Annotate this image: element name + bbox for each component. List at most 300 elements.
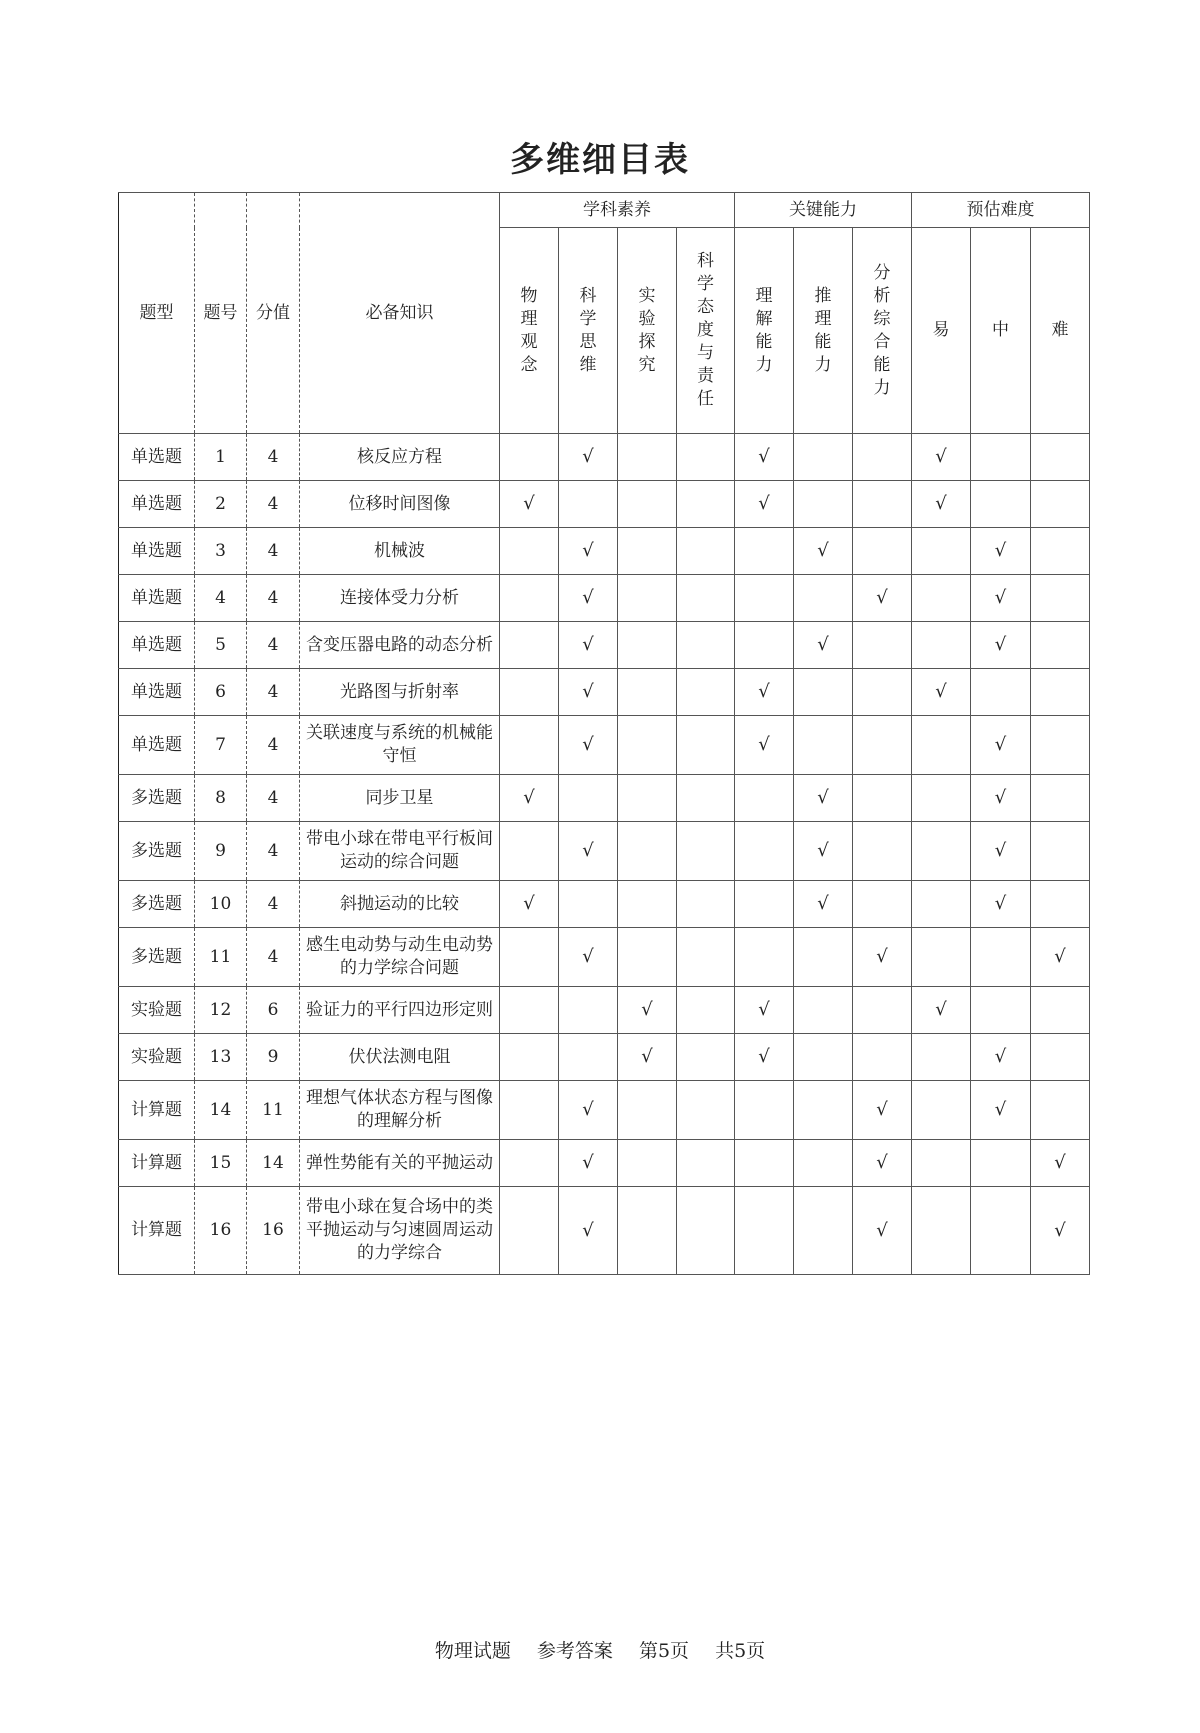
cell-number: 15 bbox=[195, 1140, 247, 1187]
cell-mark bbox=[912, 1081, 971, 1140]
cell-mark bbox=[500, 575, 559, 622]
check-mark: √ bbox=[817, 893, 829, 914]
cell-mark bbox=[912, 669, 971, 716]
cell-mark bbox=[559, 481, 618, 528]
cell-mark bbox=[618, 1140, 677, 1187]
cell-mark bbox=[794, 928, 853, 987]
cell-mark bbox=[500, 434, 559, 481]
cell-mark bbox=[853, 775, 912, 822]
check-mark: √ bbox=[758, 1046, 770, 1067]
check-mark: √ bbox=[994, 893, 1007, 914]
cell-mark bbox=[912, 928, 971, 987]
cell-mark bbox=[853, 434, 912, 481]
cell-mark bbox=[853, 481, 912, 528]
cell-mark bbox=[971, 1081, 1031, 1140]
table-row bbox=[119, 1187, 1090, 1275]
cell-mark bbox=[559, 669, 618, 716]
cell-mark bbox=[735, 622, 794, 669]
cell-mark bbox=[912, 434, 971, 481]
cell-type: 多选题 bbox=[119, 928, 195, 987]
cell-number: 10 bbox=[195, 881, 247, 928]
table-row bbox=[119, 622, 1090, 669]
cell-mark bbox=[500, 1081, 559, 1140]
cell-mark bbox=[618, 1187, 677, 1275]
cell-score: 4 bbox=[247, 434, 300, 481]
cell-mark bbox=[735, 528, 794, 575]
cell-topic: 光路图与折射率 bbox=[300, 669, 500, 716]
check-mark: √ bbox=[817, 840, 829, 861]
cell-number: 16 bbox=[195, 1187, 247, 1275]
cell-mark bbox=[559, 434, 618, 481]
header-difficulty-medium: 中 bbox=[971, 228, 1031, 434]
cell-mark bbox=[912, 716, 971, 775]
cell-mark bbox=[971, 434, 1031, 481]
cell-mark bbox=[912, 881, 971, 928]
cell-topic: 验证力的平行四边形定则 bbox=[300, 987, 500, 1034]
check-mark: √ bbox=[876, 587, 888, 608]
cell-topic: 核反应方程 bbox=[300, 434, 500, 481]
cell-number: 11 bbox=[195, 928, 247, 987]
footer-answer: 参考答案 bbox=[536, 1640, 613, 1662]
cell-mark bbox=[735, 1081, 794, 1140]
cell-topic: 带电小球在带电平行板间运动的综合问题 bbox=[300, 822, 500, 881]
cell-mark bbox=[912, 822, 971, 881]
cell-mark bbox=[500, 622, 559, 669]
cell-mark bbox=[912, 987, 971, 1034]
check-mark: √ bbox=[994, 634, 1007, 655]
cell-mark bbox=[794, 481, 853, 528]
header-score: 分值 bbox=[247, 193, 300, 434]
check-mark: √ bbox=[994, 1099, 1007, 1120]
cell-mark bbox=[971, 1034, 1031, 1081]
check-mark: √ bbox=[523, 493, 535, 514]
cell-mark bbox=[853, 1187, 912, 1275]
cell-mark bbox=[1031, 1140, 1090, 1187]
cell-mark bbox=[912, 575, 971, 622]
check-mark: √ bbox=[994, 540, 1007, 561]
cell-mark bbox=[677, 528, 735, 575]
cell-mark bbox=[677, 822, 735, 881]
cell-mark bbox=[912, 622, 971, 669]
cell-number: 5 bbox=[195, 622, 247, 669]
cell-mark bbox=[735, 987, 794, 1034]
cell-mark bbox=[559, 822, 618, 881]
cell-score: 6 bbox=[247, 987, 300, 1034]
cell-mark bbox=[500, 1140, 559, 1187]
cell-mark bbox=[559, 575, 618, 622]
check-mark: √ bbox=[935, 999, 947, 1020]
cell-mark bbox=[500, 716, 559, 775]
check-mark: √ bbox=[876, 1152, 888, 1173]
spec-table bbox=[118, 192, 1090, 1275]
footer-total: 共5页 bbox=[715, 1640, 766, 1662]
check-mark: √ bbox=[582, 1219, 594, 1241]
footer-page: 第5页 bbox=[638, 1640, 690, 1662]
cell-mark bbox=[853, 528, 912, 575]
check-mark: √ bbox=[758, 446, 770, 467]
cell-mark bbox=[853, 716, 912, 775]
cell-mark bbox=[500, 775, 559, 822]
cell-mark bbox=[559, 1187, 618, 1275]
cell-mark bbox=[971, 987, 1031, 1034]
cell-mark bbox=[677, 575, 735, 622]
cell-number: 14 bbox=[195, 1081, 247, 1140]
cell-mark bbox=[1031, 1034, 1090, 1081]
check-mark: √ bbox=[582, 587, 594, 608]
cell-mark bbox=[735, 1140, 794, 1187]
cell-mark bbox=[677, 1034, 735, 1081]
cell-mark bbox=[794, 1187, 853, 1275]
cell-mark bbox=[1031, 775, 1090, 822]
cell-mark bbox=[1031, 881, 1090, 928]
cell-mark bbox=[618, 881, 677, 928]
footer-subject: 物理试题 bbox=[434, 1640, 511, 1662]
cell-number: 4 bbox=[195, 575, 247, 622]
cell-number: 2 bbox=[195, 481, 247, 528]
cell-mark bbox=[971, 669, 1031, 716]
check-mark: √ bbox=[758, 734, 770, 755]
check-mark: √ bbox=[994, 734, 1007, 755]
cell-mark bbox=[735, 1187, 794, 1275]
check-mark: √ bbox=[935, 493, 947, 514]
check-mark: √ bbox=[1054, 1219, 1066, 1241]
cell-mark bbox=[500, 669, 559, 716]
table-row bbox=[119, 1034, 1090, 1081]
cell-mark bbox=[559, 528, 618, 575]
header-number: 题号 bbox=[195, 193, 247, 434]
cell-number: 12 bbox=[195, 987, 247, 1034]
cell-topic: 伏伏法测电阻 bbox=[300, 1034, 500, 1081]
cell-mark bbox=[618, 716, 677, 775]
cell-score: 4 bbox=[247, 622, 300, 669]
cell-mark bbox=[1031, 1187, 1090, 1275]
cell-mark bbox=[1031, 622, 1090, 669]
cell-mark bbox=[1031, 481, 1090, 528]
cell-topic: 连接体受力分析 bbox=[300, 575, 500, 622]
cell-mark bbox=[971, 1187, 1031, 1275]
cell-mark bbox=[794, 1081, 853, 1140]
check-mark: √ bbox=[582, 840, 594, 861]
cell-mark bbox=[794, 1140, 853, 1187]
check-mark: √ bbox=[876, 1219, 888, 1241]
check-mark: √ bbox=[523, 893, 535, 914]
page-title: 多维细目表 bbox=[510, 140, 690, 180]
table-row bbox=[119, 434, 1090, 481]
cell-topic: 位移时间图像 bbox=[300, 481, 500, 528]
cell-number: 7 bbox=[195, 716, 247, 775]
cell-mark bbox=[735, 434, 794, 481]
cell-mark bbox=[735, 775, 794, 822]
cell-mark bbox=[618, 1081, 677, 1140]
cell-score: 14 bbox=[247, 1140, 300, 1187]
table-row bbox=[119, 528, 1090, 575]
cell-mark bbox=[853, 622, 912, 669]
cell-mark bbox=[971, 481, 1031, 528]
check-mark: √ bbox=[641, 1046, 653, 1067]
check-mark: √ bbox=[582, 540, 594, 561]
cell-type: 计算题 bbox=[119, 1081, 195, 1140]
cell-mark bbox=[971, 575, 1031, 622]
header-row-groups bbox=[119, 193, 1090, 228]
table-row bbox=[119, 1081, 1090, 1140]
cell-mark bbox=[794, 881, 853, 928]
header-ability-analysis: 分析综合能力 bbox=[853, 228, 912, 434]
cell-type: 单选题 bbox=[119, 481, 195, 528]
cell-type: 实验题 bbox=[119, 987, 195, 1034]
check-mark: √ bbox=[876, 946, 888, 967]
check-mark: √ bbox=[994, 587, 1007, 608]
cell-topic: 关联速度与系统的机械能守恒 bbox=[300, 716, 500, 775]
check-mark: √ bbox=[582, 681, 594, 702]
page-footer bbox=[0, 1636, 1200, 1663]
cell-mark bbox=[677, 1140, 735, 1187]
check-mark: √ bbox=[1054, 1152, 1066, 1173]
header-group-difficulty: 预估难度 bbox=[912, 193, 1090, 228]
cell-mark bbox=[500, 822, 559, 881]
cell-mark bbox=[971, 775, 1031, 822]
cell-mark bbox=[618, 822, 677, 881]
header-literacy-attitude: 科学态度与责任 bbox=[677, 228, 735, 434]
cell-type: 多选题 bbox=[119, 822, 195, 881]
cell-mark bbox=[735, 575, 794, 622]
cell-mark bbox=[618, 575, 677, 622]
header-ability-understanding: 理解能力 bbox=[735, 228, 794, 434]
cell-type: 多选题 bbox=[119, 775, 195, 822]
cell-number: 6 bbox=[195, 669, 247, 716]
table-row bbox=[119, 716, 1090, 775]
cell-mark bbox=[618, 528, 677, 575]
check-mark: √ bbox=[582, 634, 594, 655]
cell-type: 单选题 bbox=[119, 575, 195, 622]
table-row bbox=[119, 881, 1090, 928]
cell-mark bbox=[500, 528, 559, 575]
cell-mark bbox=[794, 528, 853, 575]
cell-mark bbox=[559, 1081, 618, 1140]
check-mark: √ bbox=[1054, 946, 1066, 967]
cell-mark bbox=[794, 434, 853, 481]
cell-mark bbox=[500, 928, 559, 987]
cell-mark bbox=[971, 881, 1031, 928]
check-mark: √ bbox=[994, 1046, 1007, 1067]
cell-type: 单选题 bbox=[119, 622, 195, 669]
cell-mark bbox=[853, 669, 912, 716]
cell-mark bbox=[794, 575, 853, 622]
cell-mark bbox=[735, 822, 794, 881]
header-literacy-physics-concept: 物理观念 bbox=[500, 228, 559, 434]
cell-mark bbox=[1031, 528, 1090, 575]
cell-mark bbox=[677, 1187, 735, 1275]
table-body bbox=[119, 193, 1090, 1275]
header-ability-reasoning: 推理能力 bbox=[794, 228, 853, 434]
cell-mark bbox=[853, 1081, 912, 1140]
cell-mark bbox=[1031, 822, 1090, 881]
header-literacy-experiment: 实验探究 bbox=[618, 228, 677, 434]
cell-number: 1 bbox=[195, 434, 247, 481]
header-type: 题型 bbox=[119, 193, 195, 434]
cell-mark bbox=[677, 716, 735, 775]
cell-mark bbox=[618, 1034, 677, 1081]
cell-mark bbox=[1031, 1081, 1090, 1140]
cell-type: 单选题 bbox=[119, 528, 195, 575]
cell-mark bbox=[677, 928, 735, 987]
cell-mark bbox=[794, 1034, 853, 1081]
cell-score: 11 bbox=[247, 1081, 300, 1140]
cell-mark bbox=[735, 669, 794, 716]
cell-mark bbox=[677, 1081, 735, 1140]
cell-score: 4 bbox=[247, 716, 300, 775]
table-row bbox=[119, 928, 1090, 987]
cell-mark bbox=[853, 881, 912, 928]
header-knowledge: 必备知识 bbox=[300, 193, 500, 434]
cell-topic: 斜抛运动的比较 bbox=[300, 881, 500, 928]
cell-mark bbox=[794, 987, 853, 1034]
cell-mark bbox=[853, 822, 912, 881]
cell-mark bbox=[912, 1034, 971, 1081]
cell-topic: 理想气体状态方程与图像的理解分析 bbox=[300, 1081, 500, 1140]
cell-mark bbox=[971, 622, 1031, 669]
cell-mark bbox=[794, 822, 853, 881]
cell-mark bbox=[794, 775, 853, 822]
check-mark: √ bbox=[582, 1152, 594, 1173]
table-row bbox=[119, 575, 1090, 622]
cell-type: 多选题 bbox=[119, 881, 195, 928]
cell-number: 9 bbox=[195, 822, 247, 881]
cell-type: 实验题 bbox=[119, 1034, 195, 1081]
table-row bbox=[119, 822, 1090, 881]
header-group-literacy: 学科素养 bbox=[500, 193, 735, 228]
cell-mark bbox=[1031, 716, 1090, 775]
check-mark: √ bbox=[817, 787, 829, 808]
check-mark: √ bbox=[758, 999, 770, 1020]
table-row bbox=[119, 669, 1090, 716]
cell-mark bbox=[618, 928, 677, 987]
cell-topic: 弹性势能有关的平抛运动 bbox=[300, 1140, 500, 1187]
cell-mark bbox=[618, 622, 677, 669]
cell-mark bbox=[912, 1187, 971, 1275]
header-literacy-scientific-thinking: 科学思维 bbox=[559, 228, 618, 434]
cell-score: 4 bbox=[247, 822, 300, 881]
cell-mark bbox=[559, 1034, 618, 1081]
check-mark: √ bbox=[994, 787, 1007, 808]
check-mark: √ bbox=[935, 446, 947, 467]
check-mark: √ bbox=[758, 493, 770, 514]
cell-mark bbox=[1031, 669, 1090, 716]
cell-mark bbox=[971, 1140, 1031, 1187]
cell-mark bbox=[912, 481, 971, 528]
cell-type: 单选题 bbox=[119, 669, 195, 716]
check-mark: √ bbox=[817, 634, 829, 655]
cell-mark bbox=[971, 716, 1031, 775]
cell-mark bbox=[735, 1034, 794, 1081]
cell-mark bbox=[912, 528, 971, 575]
cell-mark bbox=[735, 928, 794, 987]
cell-number: 3 bbox=[195, 528, 247, 575]
cell-number: 13 bbox=[195, 1034, 247, 1081]
cell-mark bbox=[677, 622, 735, 669]
cell-score: 4 bbox=[247, 528, 300, 575]
cell-mark bbox=[618, 481, 677, 528]
cell-mark bbox=[559, 775, 618, 822]
cell-topic: 同步卫星 bbox=[300, 775, 500, 822]
cell-topic: 带电小球在复合场中的类平抛运动与匀速圆周运动的力学综合 bbox=[300, 1187, 500, 1275]
table-row bbox=[119, 481, 1090, 528]
cell-mark bbox=[794, 716, 853, 775]
cell-mark bbox=[559, 622, 618, 669]
cell-topic: 机械波 bbox=[300, 528, 500, 575]
cell-mark bbox=[500, 881, 559, 928]
check-mark: √ bbox=[817, 540, 829, 561]
table-row bbox=[119, 775, 1090, 822]
cell-score: 4 bbox=[247, 775, 300, 822]
table-row bbox=[119, 1140, 1090, 1187]
cell-number: 8 bbox=[195, 775, 247, 822]
cell-mark bbox=[794, 622, 853, 669]
cell-score: 4 bbox=[247, 481, 300, 528]
cell-type: 单选题 bbox=[119, 434, 195, 481]
table-row bbox=[119, 987, 1090, 1034]
cell-mark bbox=[500, 987, 559, 1034]
cell-type: 计算题 bbox=[119, 1187, 195, 1275]
cell-mark bbox=[735, 716, 794, 775]
cell-mark bbox=[853, 987, 912, 1034]
cell-mark bbox=[500, 481, 559, 528]
cell-mark bbox=[559, 716, 618, 775]
check-mark: √ bbox=[876, 1099, 888, 1120]
cell-mark bbox=[618, 669, 677, 716]
cell-mark bbox=[500, 1187, 559, 1275]
cell-mark bbox=[500, 1034, 559, 1081]
cell-mark bbox=[618, 775, 677, 822]
cell-mark bbox=[735, 481, 794, 528]
cell-mark bbox=[1031, 575, 1090, 622]
cell-mark bbox=[971, 928, 1031, 987]
cell-score: 16 bbox=[247, 1187, 300, 1275]
cell-mark bbox=[912, 1140, 971, 1187]
cell-topic: 含变压器电路的动态分析 bbox=[300, 622, 500, 669]
check-mark: √ bbox=[523, 787, 535, 808]
cell-mark bbox=[677, 987, 735, 1034]
cell-mark bbox=[559, 1140, 618, 1187]
cell-mark bbox=[735, 881, 794, 928]
cell-mark bbox=[971, 528, 1031, 575]
cell-mark bbox=[971, 822, 1031, 881]
check-mark: √ bbox=[582, 446, 594, 467]
cell-score: 4 bbox=[247, 575, 300, 622]
cell-mark bbox=[677, 481, 735, 528]
cell-mark bbox=[559, 928, 618, 987]
cell-score: 4 bbox=[247, 669, 300, 716]
cell-topic: 感生电动势与动生电动势的力学综合问题 bbox=[300, 928, 500, 987]
check-mark: √ bbox=[641, 999, 653, 1020]
cell-mark bbox=[677, 775, 735, 822]
cell-mark bbox=[559, 881, 618, 928]
cell-mark bbox=[794, 669, 853, 716]
cell-mark bbox=[559, 987, 618, 1034]
cell-score: 4 bbox=[247, 881, 300, 928]
cell-mark bbox=[618, 987, 677, 1034]
header-group-ability: 关键能力 bbox=[735, 193, 912, 228]
check-mark: √ bbox=[994, 840, 1007, 861]
header-difficulty-hard: 难 bbox=[1031, 228, 1090, 434]
cell-mark bbox=[853, 575, 912, 622]
check-mark: √ bbox=[582, 946, 594, 967]
cell-mark bbox=[1031, 434, 1090, 481]
header-difficulty-easy: 易 bbox=[912, 228, 971, 434]
check-mark: √ bbox=[582, 734, 594, 755]
cell-score: 4 bbox=[247, 928, 300, 987]
cell-mark bbox=[677, 434, 735, 481]
cell-mark bbox=[677, 669, 735, 716]
